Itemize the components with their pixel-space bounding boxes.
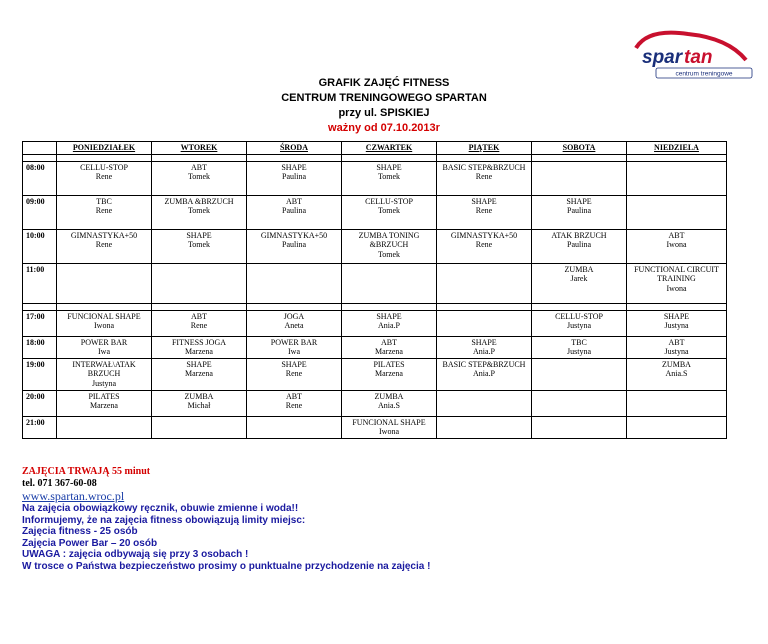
day-header: PONIEDZIAŁEK	[57, 142, 152, 155]
class-cell	[57, 229, 152, 263]
time-cell: 17:00	[23, 310, 57, 336]
class-cell	[247, 310, 342, 336]
class-cell	[437, 310, 532, 336]
class-cell	[57, 161, 152, 195]
class-cell	[57, 390, 152, 416]
instructor-name: Iwa	[98, 347, 110, 356]
instructor-name: Iwona	[379, 427, 399, 436]
instructor-name: Tomek	[187, 172, 211, 181]
class-name: PILATES	[373, 359, 405, 369]
instructor-name: Tomek	[377, 206, 401, 215]
class-name: ABT	[286, 391, 302, 401]
instructor-name: Michał	[187, 401, 211, 410]
instructor-name: Justyna	[664, 347, 689, 356]
logo-tagline: centrum treningowe	[675, 70, 733, 78]
note-limits: Informujemy, że na zajęcia fitness obowiązują limity miejsc:	[22, 514, 306, 526]
class-cell	[57, 358, 152, 390]
class-cell	[247, 195, 342, 229]
instructor-name: Ania.P	[378, 321, 400, 330]
spacer-cell	[57, 154, 152, 161]
instructor-name: Rene	[475, 172, 493, 181]
class-cell	[532, 195, 627, 229]
instructor-name: Ania.S	[665, 369, 688, 378]
class-cell	[247, 263, 342, 303]
spacer-cell	[532, 154, 627, 161]
class-name: INTERWAŁ\ATAK BRZUCH	[72, 359, 136, 378]
instructor-name: Paulina	[567, 240, 591, 249]
class-cell	[437, 358, 532, 390]
spacer-cell	[247, 303, 342, 310]
class-name: PILATES	[88, 391, 120, 401]
instructor-name: Justyna	[664, 321, 689, 330]
class-cell	[57, 263, 152, 303]
spacer-cell	[152, 303, 247, 310]
instructor-name: Marzena	[90, 401, 118, 410]
day-header: ŚRODA	[247, 142, 342, 155]
spacer-cell	[342, 154, 437, 161]
class-name: TBC	[571, 337, 587, 347]
class-cell	[247, 229, 342, 263]
instructor-name: Tomek	[377, 172, 401, 181]
class-cell	[57, 310, 152, 336]
spartan-logo	[628, 30, 754, 80]
instructor-name: Ania.P	[473, 369, 495, 378]
class-cell	[57, 416, 152, 438]
spacer-cell	[23, 303, 57, 310]
class-name: FUNCIONAL SHAPE	[352, 417, 426, 427]
class-name: ZUMBA	[662, 359, 691, 369]
class-cell	[342, 310, 437, 336]
class-name: ZUMBA	[564, 264, 594, 274]
day-header: WTOREK	[152, 142, 247, 155]
instructor-name: Paulina	[282, 172, 306, 181]
class-name: CELLU-STOP	[80, 162, 128, 172]
note-towel: Na zajęcia obowiązkowy ręcznik, obuwie zmienne i woda!!	[22, 503, 299, 514]
class-name: ZUMBA	[374, 391, 404, 401]
street-address: przy ul. SPISKIEJ	[338, 107, 430, 119]
class-name: ABT	[381, 337, 397, 347]
logo-brand-left: spar	[642, 47, 683, 68]
class-cell	[627, 310, 727, 336]
class-cell	[342, 358, 437, 390]
instructor-name: Ania.S	[378, 401, 400, 410]
instructor-name: Marzena	[185, 369, 213, 378]
class-cell	[532, 390, 627, 416]
time-cell: 10:00	[23, 229, 57, 263]
class-name: ABT	[668, 230, 685, 240]
class-duration: ZAJĘCIA TRWAJĄ 55 minut	[22, 466, 151, 477]
class-cell	[342, 336, 437, 358]
class-name: CELLU-STOP	[365, 196, 413, 206]
class-cell	[532, 229, 627, 263]
class-name: POWER BAR	[270, 337, 318, 347]
note-minimum: UWAGA : zajęcia odbywają się przy 3 osobach !	[22, 549, 249, 560]
schedule-table	[22, 141, 727, 439]
class-name: SHAPE	[663, 311, 690, 321]
class-cell	[437, 390, 532, 416]
instructor-name: Tomek	[187, 240, 211, 249]
class-cell	[627, 390, 727, 416]
corner-cell	[23, 142, 57, 155]
header-row	[23, 142, 727, 155]
time-cell: 11:00	[23, 263, 57, 303]
spacer-cell	[342, 303, 437, 310]
class-cell	[627, 161, 727, 195]
time-row	[23, 390, 727, 416]
class-cell	[437, 263, 532, 303]
class-cell	[152, 336, 247, 358]
class-cell	[627, 336, 727, 358]
day-header: CZWARTEK	[342, 142, 437, 155]
spacer-cell	[627, 154, 727, 161]
time-row	[23, 416, 727, 438]
class-name: TBC	[96, 196, 112, 206]
class-name: BASIC STEP&BRZUCH	[442, 162, 526, 172]
class-cell	[532, 358, 627, 390]
instructor-name: Tomek	[187, 206, 211, 215]
class-name: POWER BAR	[80, 337, 128, 347]
class-cell	[342, 390, 437, 416]
class-cell	[437, 416, 532, 438]
day-header: SOBOTA	[532, 142, 627, 155]
class-cell	[57, 195, 152, 229]
class-cell	[532, 336, 627, 358]
instructor-name: Iwona	[666, 283, 687, 293]
instructor-name: Rene	[285, 369, 303, 378]
instructor-name: Rene	[190, 321, 208, 330]
time-row	[23, 263, 727, 303]
class-cell	[342, 229, 437, 263]
phone-number: tel. 071 367-60-08	[22, 477, 97, 489]
class-cell	[342, 263, 437, 303]
spacer-cell	[437, 154, 532, 161]
time-cell: 19:00	[23, 358, 57, 390]
spacer-cell	[627, 303, 727, 310]
class-cell	[247, 416, 342, 438]
logo-brand-right: tan	[684, 47, 713, 68]
class-name: FITNESS JOGA	[171, 337, 226, 347]
instructor-name: Marzena	[375, 347, 403, 356]
instructor-name: Rene	[285, 401, 303, 410]
spacer-cell	[247, 154, 342, 161]
class-cell	[152, 263, 247, 303]
instructor-name: Iwa	[288, 347, 300, 356]
spacer-row	[23, 303, 727, 310]
note-powerbar-limit: Zajęcia Power Bar – 20 osób	[22, 537, 158, 549]
time-row	[23, 310, 727, 336]
class-cell	[437, 195, 532, 229]
class-cell	[152, 390, 247, 416]
spacer-cell	[23, 154, 57, 161]
class-name: GIMNASTYKA+50	[70, 230, 138, 240]
class-cell	[437, 229, 532, 263]
class-name: ZUMBA TONING &BRZUCH	[358, 230, 420, 249]
class-cell	[532, 310, 627, 336]
note-fitness-limit: Zajęcia fitness - 25 osób	[22, 526, 138, 537]
class-name: SHAPE	[471, 196, 497, 206]
time-cell: 09:00	[23, 195, 57, 229]
class-name: SHAPE	[471, 337, 497, 347]
class-cell	[152, 229, 247, 263]
class-cell	[152, 195, 247, 229]
class-cell	[627, 229, 727, 263]
class-cell	[57, 336, 152, 358]
class-name: FUNCTIONAL CIRCUIT TRAINING	[634, 264, 719, 283]
instructor-name: Rene	[95, 206, 113, 215]
note-punctuality: W trosce o Państwa bezpieczeństwo prosimy o punktualne przychodzenie na zajęcia !	[22, 560, 431, 572]
class-cell	[247, 358, 342, 390]
instructor-name: Jarek	[570, 274, 588, 283]
class-cell	[437, 336, 532, 358]
class-cell	[437, 161, 532, 195]
schedule-title: GRAFIK ZAJĘĆ FITNESS	[318, 77, 450, 89]
class-name: ATAK BRZUCH	[551, 230, 607, 240]
class-cell	[342, 416, 437, 438]
instructor-name: Rene	[475, 206, 493, 215]
class-cell	[342, 161, 437, 195]
instructor-name: Iwona	[94, 321, 114, 330]
class-cell	[152, 161, 247, 195]
class-cell	[627, 416, 727, 438]
class-cell	[627, 195, 727, 229]
instructor-name: Rene	[475, 240, 493, 249]
class-name: GIMNASTYKA+50	[260, 230, 328, 240]
class-name: SHAPE	[186, 230, 212, 240]
instructor-name: Justyna	[92, 378, 116, 388]
time-cell: 18:00	[23, 336, 57, 358]
instructor-name: Paulina	[282, 240, 306, 249]
valid-from	[0, 121, 768, 136]
class-name: CELLU-STOP	[555, 311, 603, 321]
class-cell	[532, 161, 627, 195]
class-name: ABT	[191, 311, 207, 321]
class-cell	[247, 161, 342, 195]
class-cell	[627, 358, 727, 390]
class-name: SHAPE	[376, 311, 402, 321]
instructor-name: Paulina	[282, 206, 306, 215]
class-name: SHAPE	[281, 359, 307, 369]
class-name: ABT	[191, 162, 207, 172]
time-row	[23, 229, 727, 263]
time-cell: 08:00	[23, 161, 57, 195]
instructor-name: Iwona	[666, 240, 687, 249]
instructor-name: Tomek	[377, 249, 401, 259]
spacer-cell	[57, 303, 152, 310]
instructor-name: Ania.P	[473, 347, 495, 356]
class-name: JOGA	[283, 311, 305, 321]
class-name: SHAPE	[281, 162, 307, 172]
class-cell	[627, 263, 727, 303]
time-row	[23, 161, 727, 195]
class-name: ABT	[286, 196, 302, 206]
center-name: CENTRUM TRENINGOWEGO SPARTAN	[281, 92, 487, 104]
time-row	[23, 195, 727, 229]
time-row	[23, 336, 727, 358]
time-row	[23, 358, 727, 390]
instructor-name: Justyna	[567, 347, 591, 356]
instructor-name: Justyna	[567, 321, 591, 330]
class-cell	[247, 390, 342, 416]
class-cell	[342, 195, 437, 229]
class-name: ABT	[668, 337, 685, 347]
class-cell	[532, 263, 627, 303]
spacer-cell	[532, 303, 627, 310]
instructor-name: Aneta	[284, 321, 304, 330]
website-link[interactable]: www.spartan.wroc.pl	[22, 489, 125, 503]
instructor-name: Marzena	[185, 347, 213, 356]
class-name: ZUMBA	[184, 391, 214, 401]
class-name: FUNCIONAL SHAPE	[67, 311, 141, 321]
time-cell: 21:00	[23, 416, 57, 438]
instructor-name: Marzena	[375, 369, 403, 378]
time-cell: 20:00	[23, 390, 57, 416]
class-name: SHAPE	[186, 359, 212, 369]
day-header: PIĄTEK	[437, 142, 532, 155]
instructor-name: Rene	[95, 172, 113, 181]
class-cell	[532, 416, 627, 438]
class-cell	[152, 358, 247, 390]
class-name: ZUMBA &BRZUCH	[164, 196, 234, 206]
spacer-cell	[152, 154, 247, 161]
class-cell	[247, 336, 342, 358]
valid-from-text: ważny od 07.10.2013r	[328, 122, 440, 134]
spacer-row	[23, 154, 727, 161]
notes-section	[22, 466, 430, 572]
day-header: NIEDZIELA	[627, 142, 727, 155]
instructor-name: Paulina	[567, 206, 591, 215]
instructor-name: Rene	[95, 240, 113, 249]
spacer-cell	[437, 303, 532, 310]
class-name: BASIC STEP&BRZUCH	[442, 359, 526, 369]
class-cell	[152, 310, 247, 336]
class-name: SHAPE	[566, 196, 592, 206]
class-cell	[152, 416, 247, 438]
class-name: GIMNASTYKA+50	[450, 230, 518, 240]
spartan-logo-graphic	[628, 30, 754, 80]
class-name: SHAPE	[376, 162, 402, 172]
